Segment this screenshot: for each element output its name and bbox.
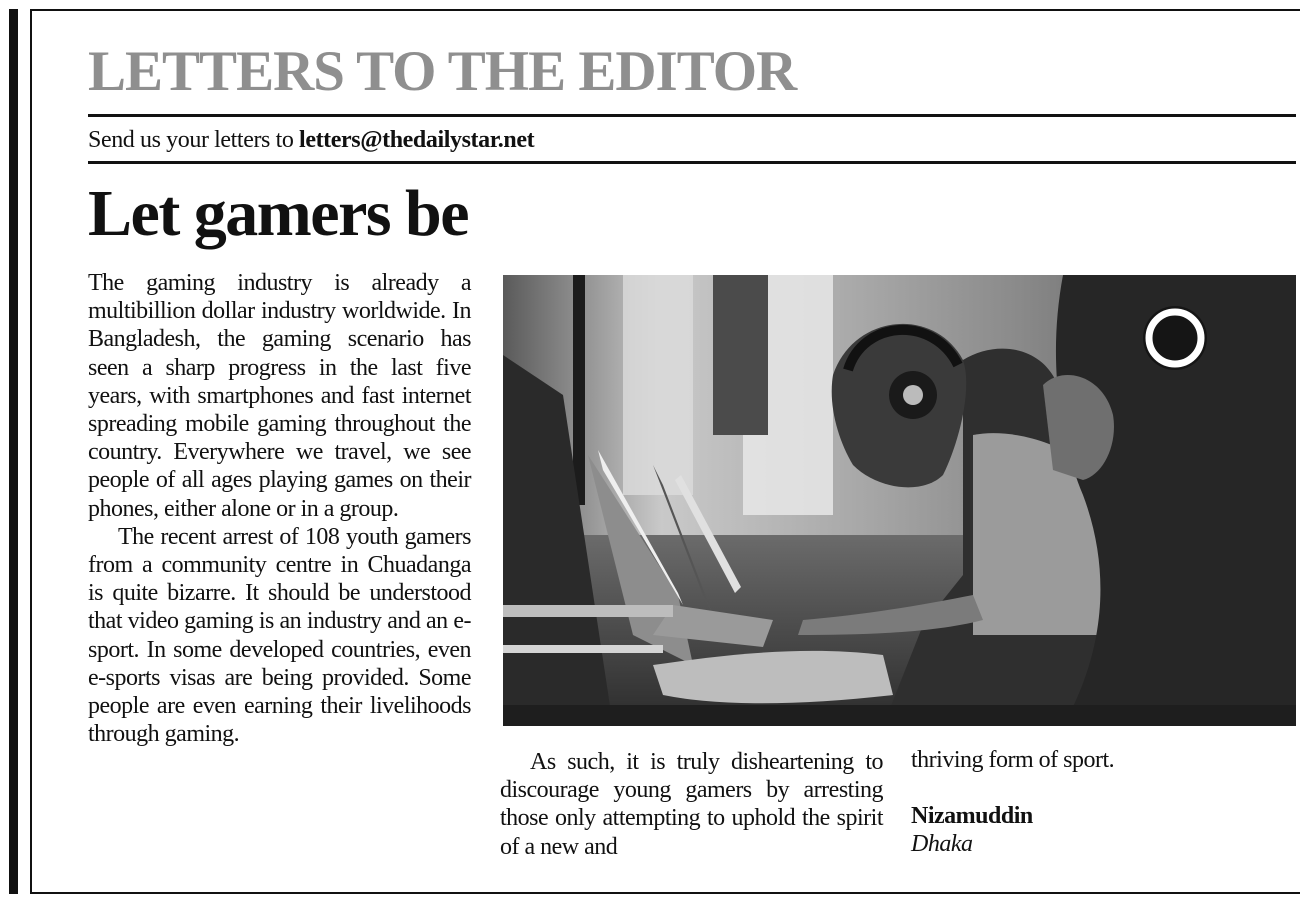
article-column-1	[88, 269, 471, 748]
article-column-2	[500, 748, 883, 861]
article-paragraph-3: As such, it is truly disheartening to discourage young gamers by arresting those only attempting to uphold the spirit of a new and	[500, 749, 883, 860]
article-paragraph-4: thriving form of sport.	[911, 747, 1115, 773]
contact-email[interactable]: letters@thedailystar.net	[299, 127, 535, 153]
section-title-rule	[88, 114, 1296, 117]
author-name: Nizamuddin	[911, 803, 1033, 830]
frame-left-border	[30, 9, 32, 894]
article-paragraph-2: The recent arrest of 108 youth gamers from a community centre in Chuadanga is quite bizarre. It should be understood that video gaming is an industry and an e-sport. In some developed countries, even e-sports visas are being provided. Some people are even earning their livelihoods through gaming.	[88, 523, 471, 748]
left-margin-rule	[9, 9, 18, 894]
frame-top-border	[30, 9, 1300, 11]
section-title: LETTERS TO THE EDITOR	[88, 40, 797, 103]
article-headline: Let gamers be	[88, 177, 469, 250]
author-location: Dhaka	[911, 831, 973, 858]
contact-line	[88, 124, 534, 156]
contact-prefix: Send us your letters to	[88, 127, 300, 153]
article-photo	[503, 275, 1296, 726]
contact-line-rule	[88, 161, 1296, 164]
frame-bottom-border	[30, 892, 1300, 894]
article-paragraph-1: The gaming industry is already a multibillion dollar industry worldwide. In Bangladesh, the gaming scenario has seen a sharp progress in the last five years, with smartphones and fast internet spreading mobile gaming throughout the country. Everywhere we travel, we see people of all ages playing games on their phones, either alone or in a group.	[88, 270, 471, 522]
gamers-photo-illustration	[503, 275, 1296, 726]
article-column-3	[911, 746, 1296, 859]
